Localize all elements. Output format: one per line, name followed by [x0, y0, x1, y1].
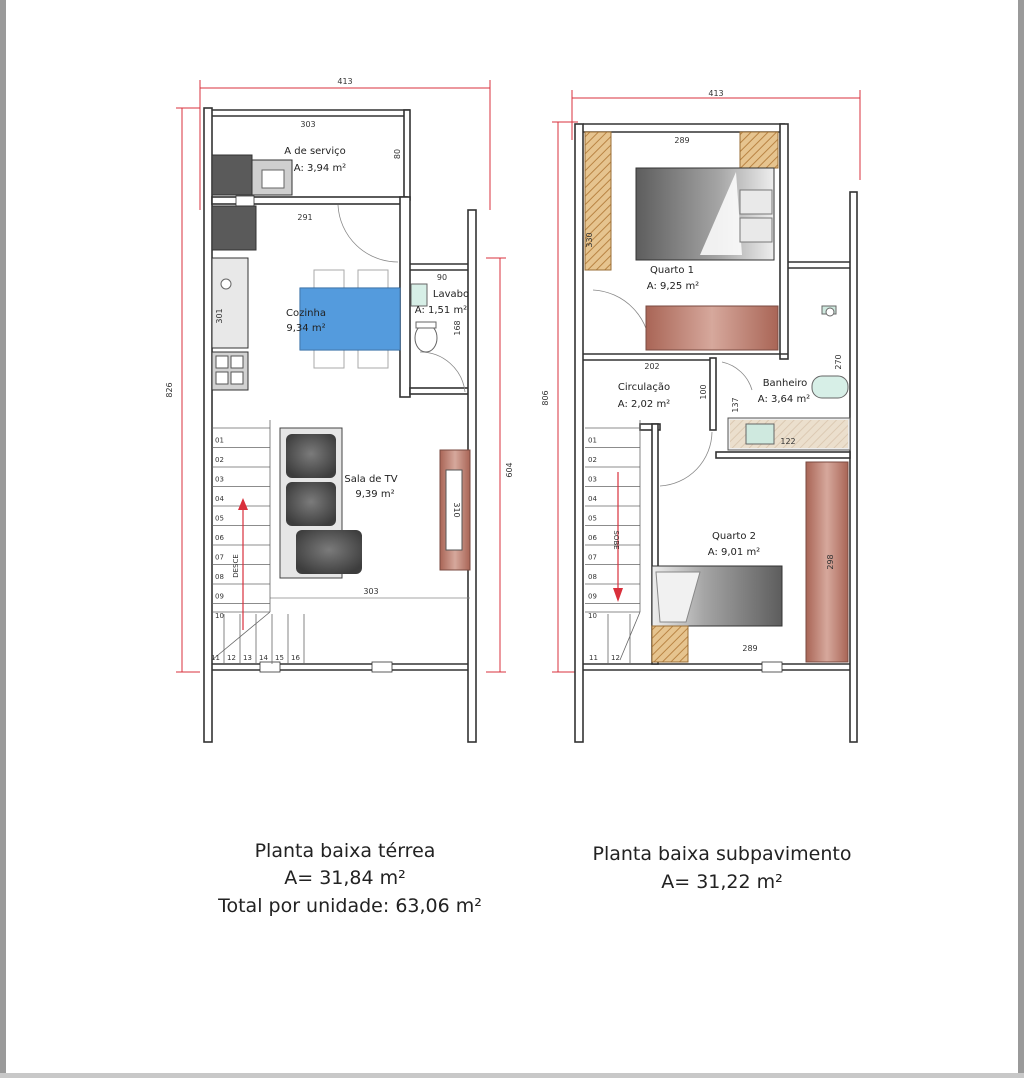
bath-height-dim: 270: [834, 354, 843, 370]
upper-step-label: 09: [588, 592, 597, 601]
ground-step-label: 03: [215, 475, 224, 484]
room2-name: Quarto 2: [711, 531, 757, 542]
tv-wall-dim: 310: [452, 502, 461, 518]
circ-height-dim: 100: [699, 384, 708, 400]
upper-step-label: 05: [588, 514, 597, 523]
kitchen-depth-dim: 301: [215, 308, 224, 324]
ground-step-label: 14: [259, 654, 268, 662]
kitchen-width-dim: 291: [297, 213, 313, 222]
ground-step-label: 13: [243, 654, 252, 662]
kitchen-room-name: Cozinha: [286, 308, 326, 319]
upper-step-label: 12: [611, 654, 620, 662]
circ-area: A: 2,02 m²: [617, 399, 671, 410]
upper-caption-title: Planta baixa subpavimento: [592, 843, 852, 865]
ground-step-label: 08: [215, 573, 224, 581]
room1-fixtures: [585, 132, 778, 350]
upper-step-label: 03: [588, 475, 597, 484]
living-fixtures: [280, 428, 470, 578]
room2-width-dim: 289: [742, 644, 758, 653]
room2-area: A: 9,01 m²: [707, 547, 761, 558]
living-room-name: Sala de TV: [344, 474, 398, 485]
service-room-name: A de serviço: [284, 146, 346, 157]
bath-name: Banheiro: [762, 378, 808, 389]
circ-width-dim: 202: [644, 362, 660, 371]
ground-stair-label: DESCE: [232, 554, 240, 578]
upper-height-total-dim: 806: [541, 390, 550, 406]
upper-step-label: 11: [589, 654, 598, 662]
ground-height-total-dim: 826: [165, 382, 174, 398]
ground-step-label: 07: [215, 553, 224, 562]
ground-step-label: 15: [275, 654, 284, 662]
room1-wardrobe: [646, 306, 778, 350]
ground-caption-area: A= 31,84 m²: [284, 867, 406, 889]
page-right-border: [1018, 0, 1024, 1078]
room2-closet-dim: 298: [826, 554, 835, 570]
page-bottom-border: [0, 1073, 1024, 1078]
ground-step-label: 10: [215, 612, 224, 620]
service-width-dim: 303: [300, 120, 316, 129]
ground-caption-total: Total por unidade: 63,06 m²: [218, 895, 482, 917]
page-left-border: [0, 0, 6, 1078]
kitchen-room-area: 9,34 m²: [286, 323, 326, 334]
ground-floor-plan: [165, 77, 514, 742]
bath-area: A: 3,64 m²: [757, 394, 811, 405]
ground-step-label: 06: [215, 534, 224, 542]
room1-width-dim: 289: [674, 136, 690, 145]
upper-step-label: 06: [588, 534, 597, 542]
upper-width-total-dim: 413: [708, 89, 724, 98]
service-room-area: A: 3,94 m²: [293, 163, 347, 174]
upper-step-label: 08: [588, 573, 597, 581]
lavabo-room-area: A: 1,51 m²: [414, 305, 468, 316]
lavabo-width-dim: 90: [436, 273, 448, 282]
ground-step-label: 16: [291, 654, 300, 662]
living-width-dim: 303: [363, 587, 379, 596]
lavabo-room-name: Lavabo: [432, 289, 470, 300]
ground-right-height-dim: 604: [505, 462, 514, 478]
upper-stair-label: SOBE: [612, 530, 620, 550]
lavabo-height-dim: 168: [453, 320, 462, 336]
room1-area: A: 9,25 m²: [646, 281, 700, 292]
ground-step-label: 01: [215, 436, 224, 445]
ground-step-label: 05: [215, 514, 224, 523]
ground-step-label: 12: [227, 654, 236, 662]
upper-floor-plan: [541, 89, 860, 742]
service-height-dim: 80: [393, 148, 402, 160]
ground-step-label: 04: [215, 495, 224, 503]
ground-step-label: 09: [215, 592, 224, 601]
living-room-area: 9,39 m²: [355, 489, 395, 500]
ground-step-label: 02: [215, 456, 224, 464]
room2-fixtures: [652, 462, 848, 662]
upper-step-label: 04: [588, 495, 597, 503]
room1-name: Quarto 1: [649, 265, 695, 276]
upper-caption-area: A= 31,22 m²: [661, 871, 783, 893]
upper-step-label: 02: [588, 456, 597, 464]
ground-step-label: 11: [211, 654, 220, 662]
ground-width-total-dim: 413: [337, 77, 353, 86]
upper-step-label: 10: [588, 612, 597, 620]
upper-step-label: 01: [588, 436, 597, 445]
circ-name: Circulação: [617, 382, 671, 393]
room1-height-dim: 330: [585, 232, 594, 248]
bath-side-dim: 137: [731, 397, 740, 413]
ground-caption-title: Planta baixa térrea: [254, 840, 436, 862]
bath-width-dim: 122: [780, 437, 796, 446]
upper-step-label: 07: [588, 553, 597, 562]
